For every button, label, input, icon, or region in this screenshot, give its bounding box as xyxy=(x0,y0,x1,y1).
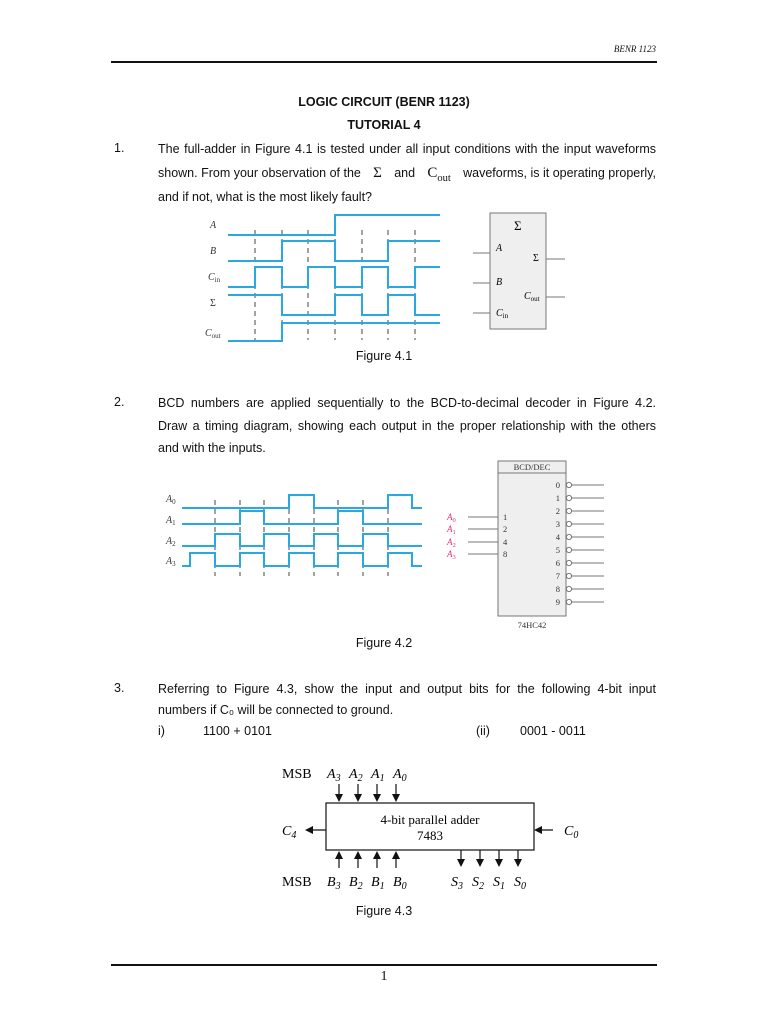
fig43-input-a3: $A_3$ xyxy=(327,767,341,784)
q2-line1: BCD numbers are applied sequentially to the BCD-to-decimal decoder in Figure 4.2. xyxy=(158,396,656,410)
fig42-in-weight-4: 4 xyxy=(503,537,508,547)
fig41-label-sum: Σ xyxy=(210,298,216,309)
fig41-label-b: B xyxy=(210,246,217,257)
fig41-label-cout: $C_{out}$ xyxy=(205,328,221,340)
fig42-in-weight-1: 1 xyxy=(503,512,508,522)
fig41-wave-sum xyxy=(228,295,440,315)
fig42-output-label-1: 1 xyxy=(555,493,560,503)
fig43-output-s1: $S_1$ xyxy=(493,875,505,892)
fig42-in-label-a1: $A_1$ xyxy=(447,524,456,536)
fig42-output-label-4: 4 xyxy=(555,532,560,542)
fig42-in-label-a3: $A_3$ xyxy=(447,549,456,561)
fig43-top-arrows xyxy=(339,784,396,800)
fig42-output-bubble-4 xyxy=(566,534,571,539)
q1-line2 xyxy=(158,165,656,187)
fig42-in-weight-2: 2 xyxy=(503,524,508,534)
fig42-label-a1: $A_1$ xyxy=(166,515,176,527)
fig43-input-a1: $A_1$ xyxy=(371,767,385,784)
fig42-decoder-title: BCD/DEC xyxy=(513,462,551,472)
fig42-output-bubble-3 xyxy=(566,521,571,526)
fig42-label-a0: $A_0$ xyxy=(166,494,176,506)
footer-rule xyxy=(111,964,657,966)
q3-line2: numbers if C₀ will be connected to ground. xyxy=(158,703,394,717)
fig42-decoder-block xyxy=(446,461,604,630)
fig43-output-s2: $S_2$ xyxy=(472,875,484,892)
fig42-output-bubble-1 xyxy=(566,495,571,500)
fig42-output-label-8: 8 xyxy=(555,584,560,594)
fig43-block-line1: 4-bit parallel adder xyxy=(380,812,480,827)
fig41-wave-a xyxy=(228,215,440,235)
fig42-output-label-2: 2 xyxy=(555,506,560,516)
q2-line3: and with the inputs. xyxy=(158,441,266,455)
header-course-code: BENR 1123 xyxy=(613,44,656,54)
fig41-block-out-cout: $C_{out}$ xyxy=(524,291,540,303)
fig43-input-b3: $B_3$ xyxy=(327,875,341,892)
fig42-output-label-0: 0 xyxy=(555,480,560,490)
fig41-wave-cin xyxy=(228,267,440,287)
q1-line1: The full-adder in Figure 4.1 is tested under all input conditions with the input waveforms xyxy=(158,142,656,156)
fig43-output-s3: $S_3$ xyxy=(451,875,463,892)
fig42-label-a3: $A_3$ xyxy=(166,556,176,568)
fig41-block-in-a: A xyxy=(496,243,503,254)
fig42-output-bubble-2 xyxy=(566,508,571,513)
fig43-bottom-arrows xyxy=(339,850,518,868)
fig42-output-bubble-9 xyxy=(566,599,571,604)
fig43-msb-bottom: MSB xyxy=(282,875,312,890)
fig42-output-label-5: 5 xyxy=(555,545,560,555)
fig43-input-a0: $A_0$ xyxy=(393,767,407,784)
q1-line2-c: waveforms, is it operating properly, xyxy=(463,166,656,180)
fig42-label-a2: $A_2$ xyxy=(166,536,176,548)
fig43-input-a2: $A_2$ xyxy=(349,767,363,784)
fig42-in-weight-8: 8 xyxy=(503,549,508,559)
fig41-block-out-sum: Σ xyxy=(533,253,539,264)
fig43-input-b1: $B_1$ xyxy=(371,875,385,892)
fig41-full-adder-block xyxy=(473,213,565,329)
fig42-output-label-3: 3 xyxy=(555,519,560,529)
fig42-output-label-7: 7 xyxy=(555,571,560,581)
fig41-label-a: A xyxy=(210,220,217,231)
fig43-carry-in: $C_0$ xyxy=(564,824,579,841)
fig42-output-bubble-0 xyxy=(566,482,571,487)
q1-line2-a: shown. From your observation of the xyxy=(158,166,361,180)
fig42-wave-a3 xyxy=(182,553,422,566)
q3-part-i-value: 1100 + 0101 xyxy=(203,724,272,738)
fig42-in-label-a0: $A_0$ xyxy=(447,512,456,524)
document-title: LOGIC CIRCUIT (BENR 1123) xyxy=(298,95,470,109)
q1-cout-symbol: $C_{out}$ xyxy=(427,165,451,184)
q3-line1: Referring to Figure 4.3, show the input and output bits for the following 4-bit input xyxy=(158,682,656,696)
fig42-wave-a0 xyxy=(182,495,422,508)
q2-line2: Draw a timing diagram, showing each output in the proper relationship with the others xyxy=(158,419,656,433)
fig42-output-bubble-7 xyxy=(566,573,571,578)
figure-4-3-caption: Figure 4.3 xyxy=(355,904,413,918)
fig43-block-line2: 7483 xyxy=(417,828,443,843)
page-number: 1 xyxy=(380,969,388,984)
q3-part-i-label: i) xyxy=(158,724,165,738)
figure-4-2-caption: Figure 4.2 xyxy=(355,636,413,650)
fig43-input-b2: $B_2$ xyxy=(349,875,363,892)
q3-part-ii-label: (ii) xyxy=(476,724,490,738)
q1-line3: and if not, what is the most likely fault? xyxy=(158,190,372,204)
q3-part-ii-value: 0001 - 0011 xyxy=(520,724,586,738)
fig41-wave-b xyxy=(228,241,440,261)
fig41-wave-cout xyxy=(228,323,440,341)
fig41-block-in-cin: $C_{in}$ xyxy=(496,308,509,320)
q1-number: 1. xyxy=(114,141,125,155)
fig41-block-in-b: B xyxy=(496,277,503,288)
fig42-output-label-9: 9 xyxy=(555,597,560,607)
figure-4-1 xyxy=(190,205,580,350)
q2-number: 2. xyxy=(114,395,125,409)
fig42-wave-a1 xyxy=(182,511,422,524)
q1-line2-b: and xyxy=(394,166,416,180)
fig43-msb-top: MSB xyxy=(282,767,312,782)
figure-4-2 xyxy=(160,458,610,636)
fig42-output-label-6: 6 xyxy=(555,558,560,568)
header-rule xyxy=(111,61,657,63)
fig42-output-bubble-6 xyxy=(566,560,571,565)
fig43-carry-out: $C_4$ xyxy=(282,824,297,841)
q3-number: 3. xyxy=(114,681,125,695)
figure-4-1-caption: Figure 4.1 xyxy=(355,349,413,363)
figure-4-3 xyxy=(270,760,600,900)
fig41-label-cin: $C_{in}$ xyxy=(208,272,221,284)
fig42-output-bubble-8 xyxy=(566,586,571,591)
fig43-input-b0: $B_0$ xyxy=(393,875,407,892)
fig42-output-bubble-5 xyxy=(566,547,571,552)
fig42-in-label-a2: $A_2$ xyxy=(447,537,456,549)
fig42-wave-a2 xyxy=(182,534,422,546)
fig41-block-title: Σ xyxy=(514,218,522,233)
fig43-output-s0: $S_0$ xyxy=(514,875,526,892)
document-subtitle: TUTORIAL 4 xyxy=(347,118,421,132)
fig42-decoder-part: 74HC42 xyxy=(517,620,547,630)
q1-sigma-symbol: Σ xyxy=(373,165,382,181)
